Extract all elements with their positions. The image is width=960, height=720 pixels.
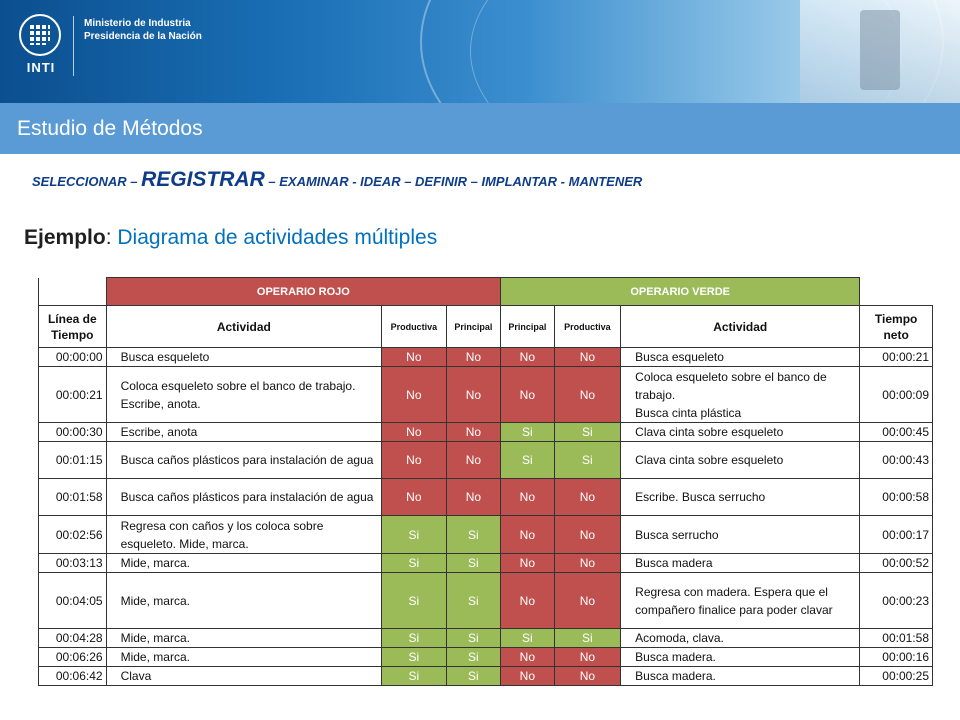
activity-red-cell: Mide, marca. bbox=[106, 554, 381, 573]
productive-green-cell: No bbox=[554, 479, 621, 516]
table-row bbox=[39, 442, 933, 479]
time-cell: 00:00:30 bbox=[39, 423, 107, 442]
principal-red-cell: No bbox=[446, 367, 501, 423]
principal-green-cell: No bbox=[501, 573, 554, 629]
productive-green-cell: No bbox=[554, 367, 621, 423]
logo-text: INTI bbox=[26, 60, 56, 75]
empty-cell bbox=[39, 278, 107, 306]
example-heading bbox=[24, 226, 437, 250]
activity-red-cell: Escribe, anota bbox=[106, 423, 381, 442]
activity-red-cell: Mide, marca. bbox=[106, 573, 381, 629]
principal-green-cell: No bbox=[501, 648, 554, 667]
productive-green-cell: Si bbox=[554, 629, 621, 648]
activity-red-cell: Coloca esqueleto sobre el banco de trabajo. Escribe, anota. bbox=[106, 367, 381, 423]
col-productive-green: Productiva bbox=[554, 306, 621, 348]
principal-green-cell: No bbox=[501, 479, 554, 516]
time-cell: 00:02:56 bbox=[39, 516, 107, 554]
productive-green-cell: No bbox=[554, 348, 621, 367]
principal-green-cell: Si bbox=[501, 423, 554, 442]
net-time-cell: 00:01:58 bbox=[860, 629, 933, 648]
activity-green-cell: Regresa con madera. Espera que el compañero finalice para poder clavar bbox=[621, 573, 860, 629]
productive-red-cell: No bbox=[382, 442, 447, 479]
logo-divider bbox=[73, 16, 74, 76]
step-rest: – EXAMINAR - IDEAR – DEFINIR – IMPLANTAR - MANTENER bbox=[268, 174, 643, 189]
principal-red-cell: Si bbox=[446, 629, 501, 648]
net-time-cell: 00:00:16 bbox=[860, 648, 933, 667]
productive-red-cell: No bbox=[382, 348, 447, 367]
net-time-cell: 00:00:21 bbox=[860, 348, 933, 367]
productive-red-cell: No bbox=[382, 367, 447, 423]
activity-green-cell: Clava cinta sobre esqueleto bbox=[621, 423, 860, 442]
col-principal-green: Principal bbox=[501, 306, 554, 348]
time-cell: 00:00:00 bbox=[39, 348, 107, 367]
principal-green-cell: No bbox=[501, 367, 554, 423]
page-title: Estudio de Métodos bbox=[17, 117, 203, 140]
net-time-cell: 00:00:52 bbox=[860, 554, 933, 573]
inti-logo-icon bbox=[19, 14, 61, 56]
table-row bbox=[39, 573, 933, 629]
table-body bbox=[39, 348, 933, 686]
group-header-row bbox=[39, 278, 933, 306]
net-time-cell: 00:00:43 bbox=[860, 442, 933, 479]
productive-red-cell: No bbox=[382, 423, 447, 442]
principal-red-cell: No bbox=[446, 442, 501, 479]
table-row bbox=[39, 516, 933, 554]
activity-red-cell: Busca esqueleto bbox=[106, 348, 381, 367]
productive-red-cell: Si bbox=[382, 667, 447, 686]
activity-red-cell: Busca caños plásticos para instalación de agua bbox=[106, 479, 381, 516]
table-row bbox=[39, 554, 933, 573]
principal-red-cell: Si bbox=[446, 667, 501, 686]
example-text: Diagrama de actividades múltiples bbox=[117, 226, 438, 249]
table-row bbox=[39, 479, 933, 516]
column-header-row bbox=[39, 306, 933, 348]
activity-green-cell: Acomoda, clava. bbox=[621, 629, 860, 648]
principal-green-cell: No bbox=[501, 667, 554, 686]
productive-red-cell: Si bbox=[382, 629, 447, 648]
principal-red-cell: Si bbox=[446, 554, 501, 573]
activity-green-cell: Escribe. Busca serrucho bbox=[621, 479, 860, 516]
banner-machine-part bbox=[860, 10, 900, 90]
activity-green-cell: Busca madera. bbox=[621, 667, 860, 686]
method-steps bbox=[32, 168, 642, 192]
productive-green-cell: No bbox=[554, 573, 621, 629]
activity-red-cell: Regresa con caños y los coloca sobre esqueleto. Mide, marca. bbox=[106, 516, 381, 554]
activity-green-cell: Coloca esqueleto sobre el banco de trabajo. Busca cinta plástica bbox=[621, 367, 860, 423]
principal-green-cell: No bbox=[501, 554, 554, 573]
ministry-line1: Ministerio de Industria bbox=[84, 18, 191, 29]
activity-green-cell: Busca madera. bbox=[621, 648, 860, 667]
principal-red-cell: No bbox=[446, 423, 501, 442]
col-activity-red: Actividad bbox=[106, 306, 381, 348]
net-time-cell: 00:00:25 bbox=[860, 667, 933, 686]
principal-red-cell: No bbox=[446, 348, 501, 367]
ministry-label bbox=[84, 17, 202, 43]
productive-green-cell: No bbox=[554, 648, 621, 667]
activity-red-cell: Clava bbox=[106, 667, 381, 686]
productive-green-cell: Si bbox=[554, 442, 621, 479]
step-registrar: REGISTRAR bbox=[141, 168, 265, 191]
table-row bbox=[39, 648, 933, 667]
productive-red-cell: Si bbox=[382, 516, 447, 554]
time-cell: 00:06:42 bbox=[39, 667, 107, 686]
example-label: Ejemplo bbox=[24, 226, 106, 249]
example-colon: : bbox=[105, 226, 112, 249]
productive-red-cell: No bbox=[382, 479, 447, 516]
title-bar bbox=[0, 103, 960, 154]
productive-red-cell: Si bbox=[382, 648, 447, 667]
activity-green-cell: Busca serrucho bbox=[621, 516, 860, 554]
empty-cell bbox=[860, 278, 933, 306]
net-time-cell: 00:00:17 bbox=[860, 516, 933, 554]
principal-green-cell: No bbox=[501, 516, 554, 554]
ministry-line2: Presidencia de la Nación bbox=[84, 31, 202, 42]
header-banner bbox=[0, 0, 960, 103]
group-operario-verde: OPERARIO VERDE bbox=[501, 278, 860, 306]
time-cell: 00:00:21 bbox=[39, 367, 107, 423]
time-cell: 00:04:05 bbox=[39, 573, 107, 629]
col-time: Línea de Tiempo bbox=[39, 306, 107, 348]
group-operario-rojo: OPERARIO ROJO bbox=[106, 278, 501, 306]
activity-green-cell: Busca esqueleto bbox=[621, 348, 860, 367]
principal-green-cell: Si bbox=[501, 442, 554, 479]
net-time-cell: 00:00:58 bbox=[860, 479, 933, 516]
productive-red-cell: Si bbox=[382, 554, 447, 573]
time-cell: 00:06:26 bbox=[39, 648, 107, 667]
time-cell: 00:03:13 bbox=[39, 554, 107, 573]
activity-red-cell: Busca caños plásticos para instalación de agua bbox=[106, 442, 381, 479]
col-activity-green: Actividad bbox=[621, 306, 860, 348]
time-cell: 00:01:58 bbox=[39, 479, 107, 516]
net-time-cell: 00:00:09 bbox=[860, 367, 933, 423]
table-row bbox=[39, 367, 933, 423]
table-row bbox=[39, 667, 933, 686]
productive-green-cell: No bbox=[554, 554, 621, 573]
principal-red-cell: Si bbox=[446, 648, 501, 667]
time-cell: 00:04:28 bbox=[39, 629, 107, 648]
productive-green-cell: No bbox=[554, 516, 621, 554]
col-net-time: Tiempo neto bbox=[860, 306, 933, 348]
time-cell: 00:01:15 bbox=[39, 442, 107, 479]
step-seleccionar: SELECCIONAR – bbox=[32, 174, 138, 189]
activities-table bbox=[38, 277, 933, 686]
col-principal-red: Principal bbox=[446, 306, 501, 348]
activity-green-cell: Busca madera bbox=[621, 554, 860, 573]
principal-red-cell: Si bbox=[446, 573, 501, 629]
net-time-cell: 00:00:23 bbox=[860, 573, 933, 629]
productive-red-cell: Si bbox=[382, 573, 447, 629]
productive-green-cell: No bbox=[554, 667, 621, 686]
activity-red-cell: Mide, marca. bbox=[106, 648, 381, 667]
principal-green-cell: Si bbox=[501, 629, 554, 648]
col-productive-red: Productiva bbox=[382, 306, 447, 348]
table-row bbox=[39, 629, 933, 648]
net-time-cell: 00:00:45 bbox=[860, 423, 933, 442]
activity-green-cell: Clava cinta sobre esqueleto bbox=[621, 442, 860, 479]
principal-green-cell: No bbox=[501, 348, 554, 367]
principal-red-cell: Si bbox=[446, 516, 501, 554]
productive-green-cell: Si bbox=[554, 423, 621, 442]
activity-red-cell: Mide, marca. bbox=[106, 629, 381, 648]
table-row bbox=[39, 423, 933, 442]
table-row bbox=[39, 348, 933, 367]
principal-red-cell: No bbox=[446, 479, 501, 516]
